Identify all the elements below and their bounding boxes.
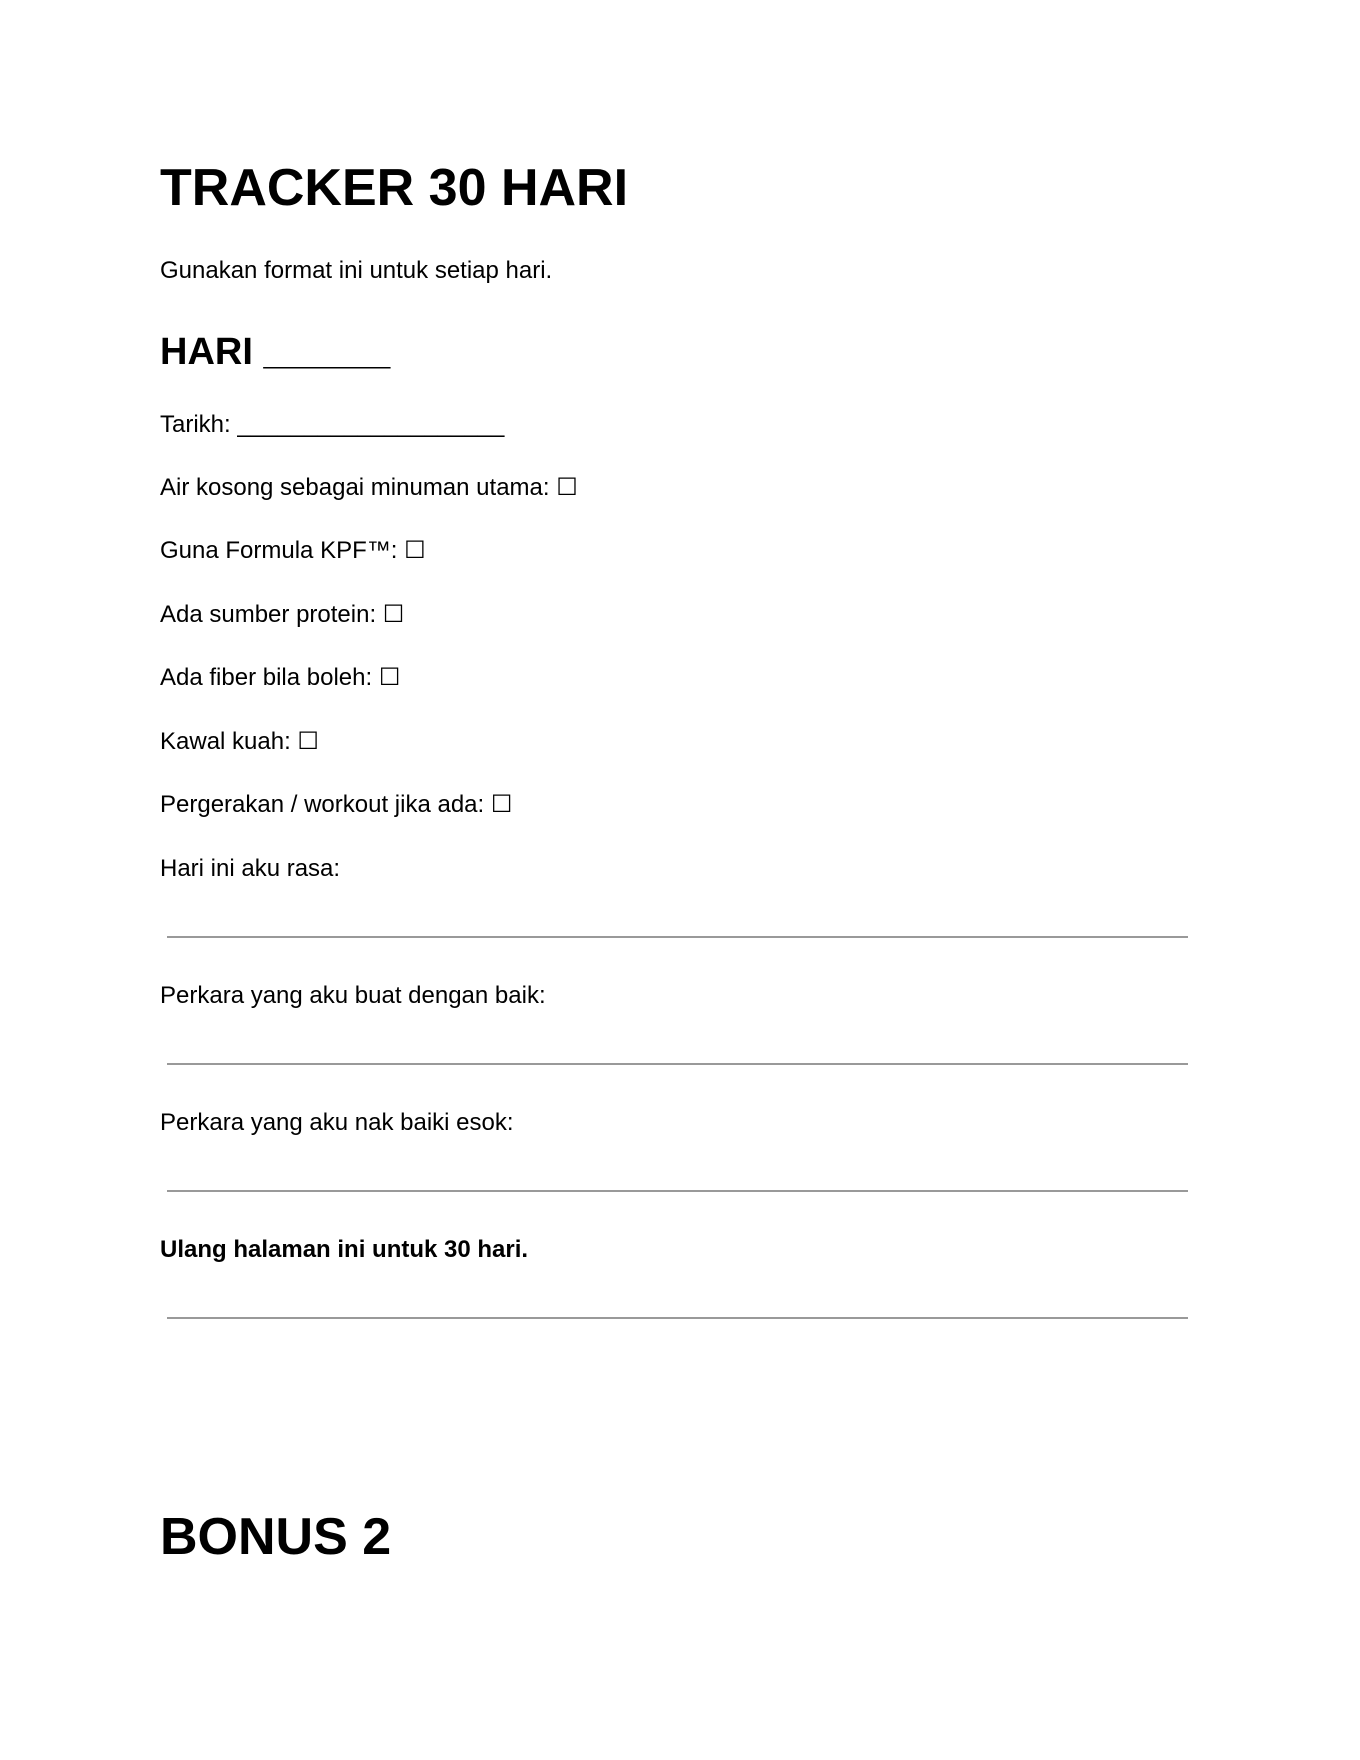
checklist-label: Kawal kuah: xyxy=(160,728,291,755)
prompt-did-well: Perkara yang aku buat dengan baik: xyxy=(160,982,546,1009)
checkbox-icon: ☐ xyxy=(297,728,319,755)
bonus-heading: BONUS 2 xyxy=(160,1508,392,1566)
prompt-feeling: Hari ini aku rasa: xyxy=(160,855,341,882)
checkbox-icon: ☐ xyxy=(556,474,578,501)
divider-line xyxy=(167,936,1188,938)
checklist-label: Guna Formula KPF™: xyxy=(160,537,398,564)
checkbox-icon: ☐ xyxy=(404,537,426,564)
checklist-label: Pergerakan / workout jika ada: xyxy=(160,791,485,818)
checklist-item-workout xyxy=(160,790,512,820)
day-heading: HARI ______ xyxy=(160,331,391,373)
intro-text: Gunakan format ini untuk setiap hari. xyxy=(160,257,553,284)
checkbox-icon: ☐ xyxy=(490,791,513,818)
checklist-item-formula xyxy=(160,536,426,566)
repeat-note: Ulang halaman ini untuk 30 hari. xyxy=(160,1236,529,1263)
checkbox-icon: ☐ xyxy=(382,601,405,628)
checklist-item-protein xyxy=(160,600,404,630)
divider-line xyxy=(167,1317,1188,1319)
prompt-improve-tomorrow: Perkara yang aku nak baiki esok: xyxy=(160,1109,514,1136)
checklist-item-gravy xyxy=(160,727,319,757)
divider-line xyxy=(167,1063,1188,1065)
checklist-item-fiber xyxy=(160,663,400,693)
page-title: TRACKER 30 HARI xyxy=(160,159,629,217)
divider-line xyxy=(167,1190,1188,1192)
checklist-label: Air kosong sebagai minuman utama: xyxy=(160,474,550,501)
date-line: Tarikh: ____________________ xyxy=(160,411,505,438)
checklist-label: Ada fiber bila boleh: xyxy=(160,664,373,691)
checklist-item-water xyxy=(160,473,578,503)
checkbox-icon: ☐ xyxy=(378,664,401,691)
checklist-label: Ada sumber protein: xyxy=(160,601,377,628)
